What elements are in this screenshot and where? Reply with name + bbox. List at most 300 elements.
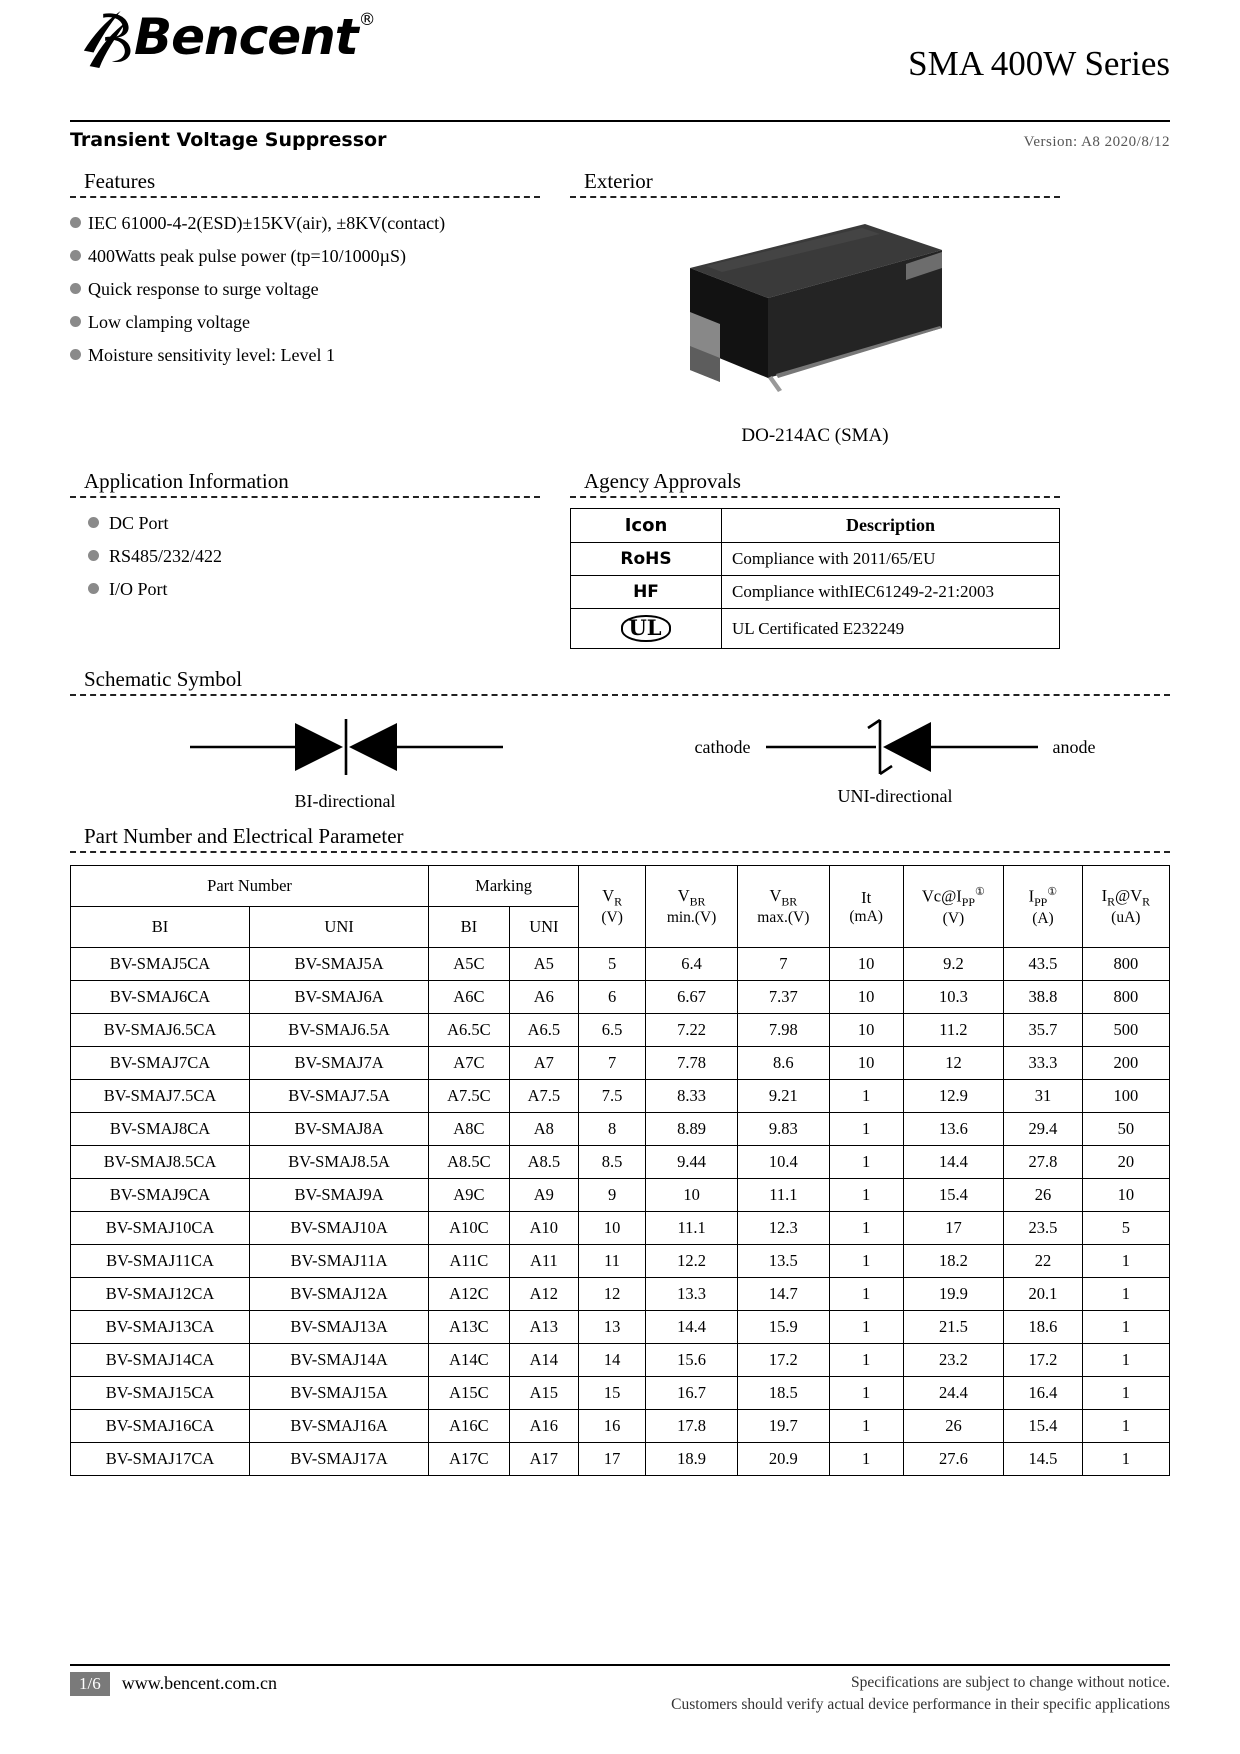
anode-label: anode bbox=[1052, 736, 1096, 757]
cell-vr: 11 bbox=[579, 1245, 646, 1278]
cell-vbr-min: 6.67 bbox=[646, 981, 738, 1014]
cell-vc: 23.2 bbox=[903, 1344, 1004, 1377]
cell-ipp: 31 bbox=[1004, 1080, 1082, 1113]
table-row bbox=[571, 543, 1060, 576]
cell-mark-bi: A13C bbox=[429, 1311, 510, 1344]
cell-bi: BV-SMAJ17CA bbox=[71, 1443, 250, 1476]
cell-it: 1 bbox=[829, 1443, 903, 1476]
vr-unit: (V) bbox=[601, 909, 623, 927]
cell-it: 1 bbox=[829, 1344, 903, 1377]
vc-note-marker: ① bbox=[974, 886, 986, 899]
application-list bbox=[70, 508, 540, 604]
cell-mark-uni: A13 bbox=[509, 1311, 578, 1344]
cell-vbr-min: 16.7 bbox=[646, 1377, 738, 1410]
bidirectional-label: BI-directional bbox=[294, 791, 396, 811]
cell-vbr-min: 17.8 bbox=[646, 1410, 738, 1443]
ipp-symbol: I bbox=[1028, 886, 1035, 906]
cell-vbr-min: 14.4 bbox=[646, 1311, 738, 1344]
cell-vc: 13.6 bbox=[903, 1113, 1004, 1146]
agency-approvals-table bbox=[570, 508, 1060, 649]
cell-mark-bi: A8.5C bbox=[429, 1146, 510, 1179]
column-header-ipp bbox=[1004, 866, 1082, 948]
cell-vr: 8.5 bbox=[579, 1146, 646, 1179]
ipp-subscript: PP bbox=[1034, 894, 1048, 909]
cell-bi: BV-SMAJ13CA bbox=[71, 1311, 250, 1344]
footer-content bbox=[70, 1666, 1170, 1716]
bullet-dot-icon bbox=[88, 550, 99, 561]
feature-text: Low clamping voltage bbox=[88, 312, 250, 332]
cell-mark-uni: A12 bbox=[509, 1278, 578, 1311]
cell-it: 10 bbox=[829, 948, 903, 981]
cell-ir: 200 bbox=[1082, 1047, 1169, 1080]
unidirectional-label: UNI-directional bbox=[837, 786, 953, 806]
bidirectional-symbol-block bbox=[70, 710, 620, 812]
cell-mark-uni: A11 bbox=[509, 1245, 578, 1278]
list-item bbox=[70, 340, 540, 370]
cell-mark-uni: A16 bbox=[509, 1410, 578, 1443]
cell-mark-uni: A15 bbox=[509, 1377, 578, 1410]
unidirectional-symbol-block bbox=[620, 710, 1170, 807]
cell-vc: 12 bbox=[903, 1047, 1004, 1080]
cell-ir: 100 bbox=[1082, 1080, 1169, 1113]
cell-bi: BV-SMAJ7.5CA bbox=[71, 1080, 250, 1113]
cell-mark-bi: A5C bbox=[429, 948, 510, 981]
cell-vbr-min: 9.44 bbox=[646, 1146, 738, 1179]
cell-uni: BV-SMAJ17A bbox=[250, 1443, 429, 1476]
column-header-vc-ipp bbox=[903, 866, 1004, 948]
application-section bbox=[70, 469, 540, 649]
bullet-dot-icon bbox=[88, 583, 99, 594]
parameters-heading: Part Number and Electrical Parameter bbox=[84, 824, 404, 848]
parameter-rows bbox=[71, 948, 1170, 1476]
vbrmax-unit: max.(V) bbox=[757, 909, 810, 927]
list-item bbox=[70, 241, 540, 271]
column-header-part-number: Part Number bbox=[71, 866, 429, 907]
website-link[interactable]: www.bencent.com.cn bbox=[121, 1673, 278, 1693]
cell-vc: 12.9 bbox=[903, 1080, 1004, 1113]
it-symbol: It bbox=[861, 887, 872, 907]
cell-vc: 19.9 bbox=[903, 1278, 1004, 1311]
list-item bbox=[70, 274, 540, 304]
cell-uni: BV-SMAJ8.5A bbox=[250, 1146, 429, 1179]
ul-icon: UL bbox=[621, 615, 670, 642]
cell-ir: 1 bbox=[1082, 1410, 1169, 1443]
cell-it: 1 bbox=[829, 1113, 903, 1146]
cell-ipp: 27.8 bbox=[1004, 1146, 1082, 1179]
column-header-bi-mark: BI bbox=[429, 907, 510, 948]
table-header-row-group bbox=[71, 866, 1170, 907]
cell-ipp: 33.3 bbox=[1004, 1047, 1082, 1080]
cell-ir: 800 bbox=[1082, 948, 1169, 981]
cell-vbr-max: 8.6 bbox=[737, 1047, 829, 1080]
disclaimer-text bbox=[671, 1672, 1170, 1716]
cell-vbr-max: 9.83 bbox=[737, 1113, 829, 1146]
cell-it: 10 bbox=[829, 1014, 903, 1047]
cell-bi: BV-SMAJ15CA bbox=[71, 1377, 250, 1410]
vbrmax-symbol: V bbox=[769, 885, 782, 905]
bullet-dot-icon bbox=[70, 250, 81, 261]
cell-mark-bi: A9C bbox=[429, 1179, 510, 1212]
cell-bi: BV-SMAJ5CA bbox=[71, 948, 250, 981]
cell-vr: 5 bbox=[579, 948, 646, 981]
cell-ipp: 26 bbox=[1004, 1179, 1082, 1212]
cell-vc: 17 bbox=[903, 1212, 1004, 1245]
cell-uni: BV-SMAJ10A bbox=[250, 1212, 429, 1245]
ir-tail: @V bbox=[1115, 885, 1143, 905]
vbrmin-symbol: V bbox=[677, 885, 690, 905]
list-item bbox=[70, 574, 540, 604]
bullet-dot-icon bbox=[70, 316, 81, 327]
cell-mark-bi: A12C bbox=[429, 1278, 510, 1311]
cell-vr: 13 bbox=[579, 1311, 646, 1344]
cell-it: 1 bbox=[829, 1245, 903, 1278]
application-text: I/O Port bbox=[109, 579, 168, 599]
cell-mark-bi: A14C bbox=[429, 1344, 510, 1377]
cell-vr: 12 bbox=[579, 1278, 646, 1311]
cell-vbr-max: 14.7 bbox=[737, 1278, 829, 1311]
table-row bbox=[71, 981, 1170, 1014]
cell-mark-bi: A7.5C bbox=[429, 1080, 510, 1113]
cell-vc: 26 bbox=[903, 1410, 1004, 1443]
application-text: RS485/232/422 bbox=[109, 546, 223, 566]
version-label: Version: A8 2020/8/12 bbox=[1023, 134, 1170, 150]
table-row bbox=[71, 1443, 1170, 1476]
features-heading: Features bbox=[84, 169, 156, 193]
cell-ipp: 22 bbox=[1004, 1245, 1082, 1278]
page-header bbox=[70, 0, 1170, 120]
cell-vbr-max: 11.1 bbox=[737, 1179, 829, 1212]
cell-uni: BV-SMAJ8A bbox=[250, 1113, 429, 1146]
vc-unit: (V) bbox=[942, 909, 965, 927]
cell-vc: 11.2 bbox=[903, 1014, 1004, 1047]
list-item bbox=[70, 307, 540, 337]
vbrmin-unit: min.(V) bbox=[666, 909, 717, 927]
disclaimer-line-2: Customers should verify actual device performance in their specific applications bbox=[671, 1696, 1170, 1713]
cell-it: 10 bbox=[829, 1047, 903, 1080]
cell-uni: BV-SMAJ6A bbox=[250, 981, 429, 1014]
cell-uni: BV-SMAJ9A bbox=[250, 1179, 429, 1212]
ir-subscript: R bbox=[1107, 894, 1115, 909]
cell-vbr-min: 11.1 bbox=[646, 1212, 738, 1245]
feature-text: Quick response to surge voltage bbox=[88, 279, 319, 299]
cell-mark-bi: A11C bbox=[429, 1245, 510, 1278]
ipp-note-marker: ① bbox=[1047, 886, 1058, 899]
cell-vr: 6.5 bbox=[579, 1014, 646, 1047]
cell-mark-uni: A17 bbox=[509, 1443, 578, 1476]
cell-bi: BV-SMAJ7CA bbox=[71, 1047, 250, 1080]
cell-vr: 10 bbox=[579, 1212, 646, 1245]
cell-ir: 5 bbox=[1082, 1212, 1169, 1245]
vbrmax-subscript: BR bbox=[781, 894, 798, 909]
cell-uni: BV-SMAJ5A bbox=[250, 948, 429, 981]
cathode-label: cathode bbox=[694, 736, 751, 757]
cell-ir: 1 bbox=[1082, 1344, 1169, 1377]
cell-ir: 500 bbox=[1082, 1014, 1169, 1047]
cell-uni: BV-SMAJ11A bbox=[250, 1245, 429, 1278]
cell-vr: 7.5 bbox=[579, 1080, 646, 1113]
cell-uni: BV-SMAJ14A bbox=[250, 1344, 429, 1377]
cell-vbr-max: 19.7 bbox=[737, 1410, 829, 1443]
hf-icon: HF bbox=[571, 576, 722, 609]
cell-ipp: 18.6 bbox=[1004, 1311, 1082, 1344]
cell-vbr-min: 13.3 bbox=[646, 1278, 738, 1311]
table-row bbox=[71, 1113, 1170, 1146]
exterior-heading: Exterior bbox=[584, 169, 653, 193]
cell-vr: 7 bbox=[579, 1047, 646, 1080]
cell-mark-bi: A16C bbox=[429, 1410, 510, 1443]
features-exterior-band bbox=[70, 169, 1170, 447]
cell-bi: BV-SMAJ16CA bbox=[71, 1410, 250, 1443]
agency-description: Compliance with 2011/65/EU bbox=[722, 543, 1060, 576]
vr-subscript: R bbox=[614, 894, 623, 909]
schematic-diagrams bbox=[70, 710, 1170, 812]
cell-ir: 1 bbox=[1082, 1443, 1169, 1476]
parameters-section bbox=[70, 824, 1170, 1476]
cell-vbr-min: 15.6 bbox=[646, 1344, 738, 1377]
cell-mark-uni: A8 bbox=[509, 1113, 578, 1146]
agency-divider bbox=[570, 496, 1060, 498]
table-row bbox=[71, 1014, 1170, 1047]
cell-vbr-min: 18.9 bbox=[646, 1443, 738, 1476]
table-row bbox=[71, 1179, 1170, 1212]
features-divider bbox=[70, 196, 540, 198]
cell-uni: BV-SMAJ12A bbox=[250, 1278, 429, 1311]
ir-tail-subscript: R bbox=[1142, 894, 1151, 909]
ir-symbol: I bbox=[1101, 885, 1108, 905]
application-divider bbox=[70, 496, 540, 498]
column-header-description: Description bbox=[722, 509, 1060, 543]
rohs-icon: RoHS bbox=[571, 543, 722, 576]
cell-vc: 9.2 bbox=[903, 948, 1004, 981]
cell-mark-uni: A6.5 bbox=[509, 1014, 578, 1047]
cell-it: 1 bbox=[829, 1179, 903, 1212]
table-row bbox=[71, 1245, 1170, 1278]
cell-ipp: 20.1 bbox=[1004, 1278, 1082, 1311]
features-section bbox=[70, 169, 540, 447]
cell-it: 1 bbox=[829, 1311, 903, 1344]
bencent-logo bbox=[80, 8, 376, 70]
bidirectional-diode-icon bbox=[135, 710, 555, 784]
schematic-heading: Schematic Symbol bbox=[84, 667, 243, 691]
bullet-dot-icon bbox=[70, 217, 81, 228]
cell-vbr-max: 9.21 bbox=[737, 1080, 829, 1113]
cell-ipp: 23.5 bbox=[1004, 1212, 1082, 1245]
cell-ir: 800 bbox=[1082, 981, 1169, 1014]
cell-vbr-max: 7.37 bbox=[737, 981, 829, 1014]
cell-mark-uni: A7.5 bbox=[509, 1080, 578, 1113]
column-header-uni-part: UNI bbox=[250, 907, 429, 948]
cell-ipp: 29.4 bbox=[1004, 1113, 1082, 1146]
subheader-row bbox=[70, 122, 1170, 151]
table-row bbox=[71, 1377, 1170, 1410]
cell-uni: BV-SMAJ7.5A bbox=[250, 1080, 429, 1113]
table-row bbox=[71, 1080, 1170, 1113]
table-row bbox=[71, 1410, 1170, 1443]
list-item bbox=[70, 208, 540, 238]
cell-ir: 50 bbox=[1082, 1113, 1169, 1146]
cell-mark-uni: A7 bbox=[509, 1047, 578, 1080]
cell-mark-uni: A10 bbox=[509, 1212, 578, 1245]
cell-uni: BV-SMAJ15A bbox=[250, 1377, 429, 1410]
cell-vc: 18.2 bbox=[903, 1245, 1004, 1278]
page-footer bbox=[70, 1664, 1170, 1716]
cell-vc: 27.6 bbox=[903, 1443, 1004, 1476]
cell-ir: 1 bbox=[1082, 1311, 1169, 1344]
cell-mark-uni: A8.5 bbox=[509, 1146, 578, 1179]
cell-mark-bi: A6C bbox=[429, 981, 510, 1014]
cell-uni: BV-SMAJ7A bbox=[250, 1047, 429, 1080]
cell-mark-uni: A6 bbox=[509, 981, 578, 1014]
column-header-marking: Marking bbox=[429, 866, 579, 907]
feature-text: IEC 61000-4-2(ESD)±15KV(air), ±8KV(contact) bbox=[88, 213, 446, 233]
cell-mark-bi: A6.5C bbox=[429, 1014, 510, 1047]
cell-bi: BV-SMAJ9CA bbox=[71, 1179, 250, 1212]
column-header-uni-mark: UNI bbox=[509, 907, 578, 948]
table-row bbox=[71, 1146, 1170, 1179]
cell-ipp: 38.8 bbox=[1004, 981, 1082, 1014]
sma-package-icon bbox=[650, 206, 980, 416]
cell-mark-bi: A8C bbox=[429, 1113, 510, 1146]
cell-bi: BV-SMAJ6.5CA bbox=[71, 1014, 250, 1047]
vr-symbol: V bbox=[602, 885, 615, 905]
cell-vbr-min: 6.4 bbox=[646, 948, 738, 981]
table-row bbox=[71, 1212, 1170, 1245]
application-agency-band bbox=[70, 469, 1170, 649]
ir-unit: (uA) bbox=[1111, 909, 1141, 927]
ipp-unit: (A) bbox=[1032, 909, 1054, 927]
cell-mark-uni: A5 bbox=[509, 948, 578, 981]
cell-mark-bi: A10C bbox=[429, 1212, 510, 1245]
disclaimer-line-1: Specifications are subject to change without notice. bbox=[851, 1674, 1170, 1691]
cell-vr: 8 bbox=[579, 1113, 646, 1146]
cell-bi: BV-SMAJ12CA bbox=[71, 1278, 250, 1311]
column-header-vbr-min bbox=[646, 866, 738, 948]
cell-vr: 16 bbox=[579, 1410, 646, 1443]
bullet-dot-icon bbox=[70, 283, 81, 294]
cell-vc: 14.4 bbox=[903, 1146, 1004, 1179]
cell-vbr-min: 8.89 bbox=[646, 1113, 738, 1146]
cell-ipp: 14.5 bbox=[1004, 1443, 1082, 1476]
column-header-vbr-max bbox=[737, 866, 829, 948]
cell-ipp: 35.7 bbox=[1004, 1014, 1082, 1047]
cell-vr: 15 bbox=[579, 1377, 646, 1410]
column-header-bi-part: BI bbox=[71, 907, 250, 948]
logo-mark-icon bbox=[80, 8, 138, 70]
cell-it: 1 bbox=[829, 1410, 903, 1443]
column-header-vr bbox=[579, 866, 646, 948]
cell-vbr-min: 10 bbox=[646, 1179, 738, 1212]
cell-vc: 15.4 bbox=[903, 1179, 1004, 1212]
cell-vbr-min: 8.33 bbox=[646, 1080, 738, 1113]
cell-uni: BV-SMAJ16A bbox=[250, 1410, 429, 1443]
cell-uni: BV-SMAJ6.5A bbox=[250, 1014, 429, 1047]
cell-bi: BV-SMAJ14CA bbox=[71, 1344, 250, 1377]
exterior-section bbox=[570, 169, 1060, 447]
cell-vbr-max: 10.4 bbox=[737, 1146, 829, 1179]
vbrmin-subscript: BR bbox=[689, 894, 706, 909]
table-row bbox=[571, 609, 1060, 649]
cell-vr: 14 bbox=[579, 1344, 646, 1377]
cell-vr: 9 bbox=[579, 1179, 646, 1212]
cell-ipp: 16.4 bbox=[1004, 1377, 1082, 1410]
series-title: SMA 400W Series bbox=[908, 44, 1170, 83]
unidirectional-diode-icon bbox=[756, 710, 1046, 784]
product-subtitle: Transient Voltage Suppressor bbox=[70, 129, 387, 151]
cell-vbr-min: 12.2 bbox=[646, 1245, 738, 1278]
cell-bi: BV-SMAJ8.5CA bbox=[71, 1146, 250, 1179]
cell-ipp: 15.4 bbox=[1004, 1410, 1082, 1443]
cell-vbr-max: 13.5 bbox=[737, 1245, 829, 1278]
schematic-divider bbox=[70, 694, 1170, 696]
cell-mark-uni: A9 bbox=[509, 1179, 578, 1212]
cell-vbr-min: 7.22 bbox=[646, 1014, 738, 1047]
table-row bbox=[71, 948, 1170, 981]
cell-ir: 1 bbox=[1082, 1377, 1169, 1410]
cell-it: 1 bbox=[829, 1080, 903, 1113]
cell-ir: 20 bbox=[1082, 1146, 1169, 1179]
table-row bbox=[571, 576, 1060, 609]
cell-it: 1 bbox=[829, 1212, 903, 1245]
cell-vc: 10.3 bbox=[903, 981, 1004, 1014]
cell-ir: 10 bbox=[1082, 1179, 1169, 1212]
schematic-section bbox=[70, 667, 1170, 812]
column-header-icon: Icon bbox=[571, 509, 722, 543]
cell-vbr-max: 20.9 bbox=[737, 1443, 829, 1476]
package-caption: DO-214AC (SMA) bbox=[741, 425, 889, 446]
cell-mark-uni: A14 bbox=[509, 1344, 578, 1377]
cell-vbr-max: 17.2 bbox=[737, 1344, 829, 1377]
footer-left bbox=[70, 1672, 277, 1696]
cell-mark-bi: A7C bbox=[429, 1047, 510, 1080]
cell-bi: BV-SMAJ8CA bbox=[71, 1113, 250, 1146]
bullet-dot-icon bbox=[70, 349, 81, 360]
vc-subscript: PP bbox=[961, 894, 975, 909]
cell-it: 1 bbox=[829, 1377, 903, 1410]
list-item bbox=[70, 541, 540, 571]
cell-ipp: 43.5 bbox=[1004, 948, 1082, 981]
cell-vbr-max: 18.5 bbox=[737, 1377, 829, 1410]
cell-ir: 1 bbox=[1082, 1245, 1169, 1278]
column-header-it bbox=[829, 866, 903, 948]
electrical-parameter-table bbox=[70, 865, 1170, 1476]
column-header-ir-vr bbox=[1082, 866, 1169, 948]
feature-text: 400Watts peak pulse power (tp=10/1000µS) bbox=[88, 246, 407, 266]
agency-description: UL Certificated E232249 bbox=[722, 609, 1060, 649]
cell-bi: BV-SMAJ10CA bbox=[71, 1212, 250, 1245]
application-heading: Application Information bbox=[84, 469, 289, 493]
table-row bbox=[71, 1311, 1170, 1344]
table-header-row bbox=[571, 509, 1060, 543]
cell-bi: BV-SMAJ6CA bbox=[71, 981, 250, 1014]
cell-vbr-max: 15.9 bbox=[737, 1311, 829, 1344]
agency-description: Compliance withIEC61249-2-21:2003 bbox=[722, 576, 1060, 609]
table-row bbox=[71, 1344, 1170, 1377]
cell-uni: BV-SMAJ13A bbox=[250, 1311, 429, 1344]
cell-vr: 6 bbox=[579, 981, 646, 1014]
cell-bi: BV-SMAJ11CA bbox=[71, 1245, 250, 1278]
cell-vbr-min: 7.78 bbox=[646, 1047, 738, 1080]
package-illustration bbox=[570, 198, 1060, 423]
cell-vc: 21.5 bbox=[903, 1311, 1004, 1344]
bullet-dot-icon bbox=[88, 517, 99, 528]
cell-it: 1 bbox=[829, 1278, 903, 1311]
agency-section bbox=[570, 469, 1060, 649]
cell-it: 1 bbox=[829, 1146, 903, 1179]
cell-mark-bi: A17C bbox=[429, 1443, 510, 1476]
table-row bbox=[71, 1278, 1170, 1311]
application-text: DC Port bbox=[109, 513, 169, 533]
cell-ipp: 17.2 bbox=[1004, 1344, 1082, 1377]
